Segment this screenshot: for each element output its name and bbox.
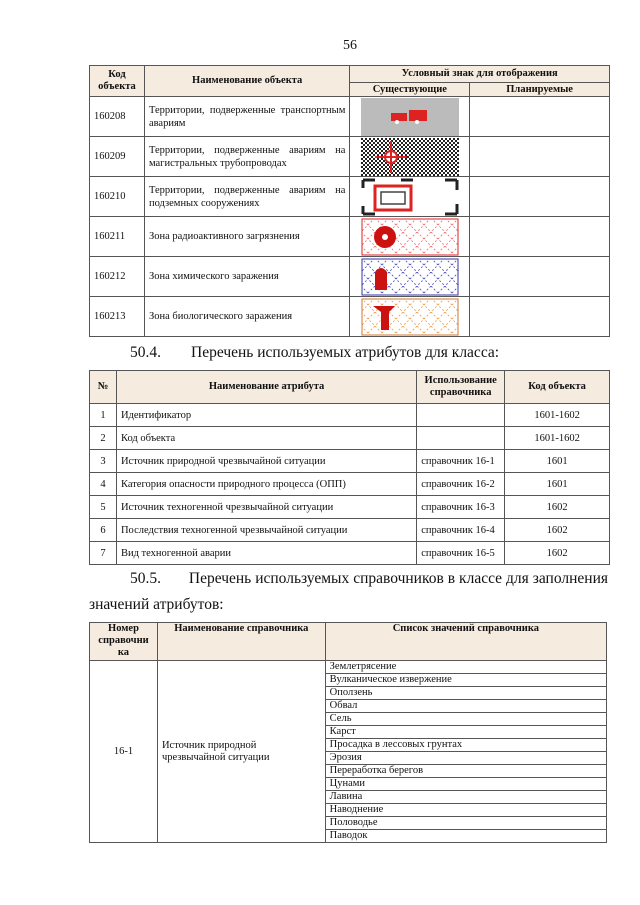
attr-usage: справочник 16-3	[417, 496, 505, 519]
header-ref-num: Номер справочни ка	[90, 623, 158, 661]
attr-code: 1601-1602	[505, 427, 610, 450]
radiation-icon	[361, 218, 459, 256]
ref-value: Эрозия	[325, 752, 606, 765]
header-existing: Существующие	[350, 83, 470, 97]
header-sign: Условный знак для отображения	[350, 66, 610, 83]
attr-code: 1602	[505, 496, 610, 519]
attr-usage: справочник 16-5	[417, 542, 505, 565]
ref-value: Паводок	[325, 830, 606, 843]
ref-value: Переработка берегов	[325, 765, 606, 778]
attr-num: 4	[90, 473, 117, 496]
section-title: Перечень используемых атрибутов для класса:	[191, 344, 500, 361]
planned-cell	[470, 297, 610, 337]
symbol-row	[90, 177, 610, 217]
reference-row	[90, 661, 607, 674]
attr-name: Последствия техногенной чрезвычайной ситуации	[116, 519, 416, 542]
attr-usage: справочник 16-4	[417, 519, 505, 542]
attr-usage: справочник 16-1	[417, 450, 505, 473]
attr-code: 1601	[505, 450, 610, 473]
attribute-row	[90, 496, 610, 519]
header-attr-name: Наименование атрибута	[116, 371, 416, 404]
symbols-table	[89, 65, 610, 337]
attr-code: 1602	[505, 542, 610, 565]
object-code: 160210	[90, 177, 145, 217]
symbol-row	[90, 97, 610, 137]
attribute-row	[90, 473, 610, 496]
symbol-row	[90, 257, 610, 297]
header-usage: Использование справочника	[417, 371, 505, 404]
attr-num: 2	[90, 427, 117, 450]
object-name: Территории, подверженные авариям на магистральных трубопроводах	[144, 137, 349, 177]
symbol-row	[90, 137, 610, 177]
attr-code: 1601-1602	[505, 404, 610, 427]
attr-code: 1602	[505, 519, 610, 542]
object-name: Зона химического заражения	[144, 257, 349, 297]
attribute-row	[90, 519, 610, 542]
ref-value: Лавина	[325, 791, 606, 804]
attr-code: 1601	[505, 473, 610, 496]
header-code: Код объекта	[505, 371, 610, 404]
attr-num: 5	[90, 496, 117, 519]
biological-icon	[361, 298, 459, 336]
pipeline-accident-icon	[361, 138, 459, 176]
attr-name: Код объекта	[116, 427, 416, 450]
attribute-row	[90, 542, 610, 565]
ref-value: Сель	[325, 713, 606, 726]
ref-value: Просадка в лессовых грунтах	[325, 739, 606, 752]
attr-name: Источник природной чрезвычайной ситуации	[116, 450, 416, 473]
object-name: Территории, подверженные авариям на подземных сооружениях	[144, 177, 349, 217]
attribute-row	[90, 427, 610, 450]
chemical-icon	[361, 258, 459, 296]
planned-cell	[470, 177, 610, 217]
attr-name: Идентификатор	[116, 404, 416, 427]
page-number: 56	[343, 38, 357, 53]
object-code: 160209	[90, 137, 145, 177]
object-code: 160213	[90, 297, 145, 337]
attr-num: 6	[90, 519, 117, 542]
object-code: 160208	[90, 97, 145, 137]
object-name: Зона биологического заражения	[144, 297, 349, 337]
attribute-row	[90, 450, 610, 473]
planned-cell	[470, 137, 610, 177]
object-name: Территории, подверженные транспортным авариям	[144, 97, 349, 137]
ref-value: Наводнение	[325, 804, 606, 817]
section-number: 50.4.	[130, 344, 161, 361]
attributes-table	[89, 370, 610, 565]
section-title-line1: Перечень используемых справочников в классе для заполнения	[188, 570, 609, 587]
attr-name: Вид техногенной аварии	[116, 542, 416, 565]
ref-name: Источник природной чрезвычайной ситуации	[157, 661, 325, 843]
header-code: Код объекта	[90, 66, 145, 97]
attr-usage: справочник 16-2	[417, 473, 505, 496]
object-code: 160212	[90, 257, 145, 297]
symbol-row	[90, 297, 610, 337]
section-50-5-heading-line2: значений атрибутов:	[89, 596, 224, 613]
header-name: Наименование объекта	[144, 66, 349, 97]
ref-value: Землетрясение	[325, 661, 606, 674]
attribute-row	[90, 404, 610, 427]
ref-value: Оползень	[325, 687, 606, 700]
ref-value: Вулканическое извержение	[325, 674, 606, 687]
section-50-5-heading	[130, 570, 608, 588]
attr-usage	[417, 404, 505, 427]
section-number: 50.5.	[130, 570, 161, 587]
underground-accident-icon	[361, 178, 459, 216]
attr-num: 3	[90, 450, 117, 473]
header-ref-list: Список значений справочника	[325, 623, 606, 661]
header-ref-name: Наименование справочника	[157, 623, 325, 661]
attr-num: 1	[90, 404, 117, 427]
object-name: Зона радиоактивного загрязнения	[144, 217, 349, 257]
ref-value: Обвал	[325, 700, 606, 713]
section-50-4-heading	[130, 344, 499, 362]
attr-num: 7	[90, 542, 117, 565]
object-code: 160211	[90, 217, 145, 257]
ref-value: Цунами	[325, 778, 606, 791]
planned-cell	[470, 97, 610, 137]
ref-num: 16-1	[90, 661, 158, 843]
reference-table	[89, 622, 607, 843]
attr-name: Источник техногенной чрезвычайной ситуации	[116, 496, 416, 519]
ref-value: Карст	[325, 726, 606, 739]
planned-cell	[470, 257, 610, 297]
transport-accident-icon	[361, 98, 459, 136]
header-num: №	[90, 371, 117, 404]
header-planned: Планируемые	[470, 83, 610, 97]
planned-cell	[470, 217, 610, 257]
attr-usage	[417, 427, 505, 450]
symbol-row	[90, 217, 610, 257]
ref-value: Половодье	[325, 817, 606, 830]
attr-name: Категория опасности природного процесса (ОПП)	[116, 473, 416, 496]
